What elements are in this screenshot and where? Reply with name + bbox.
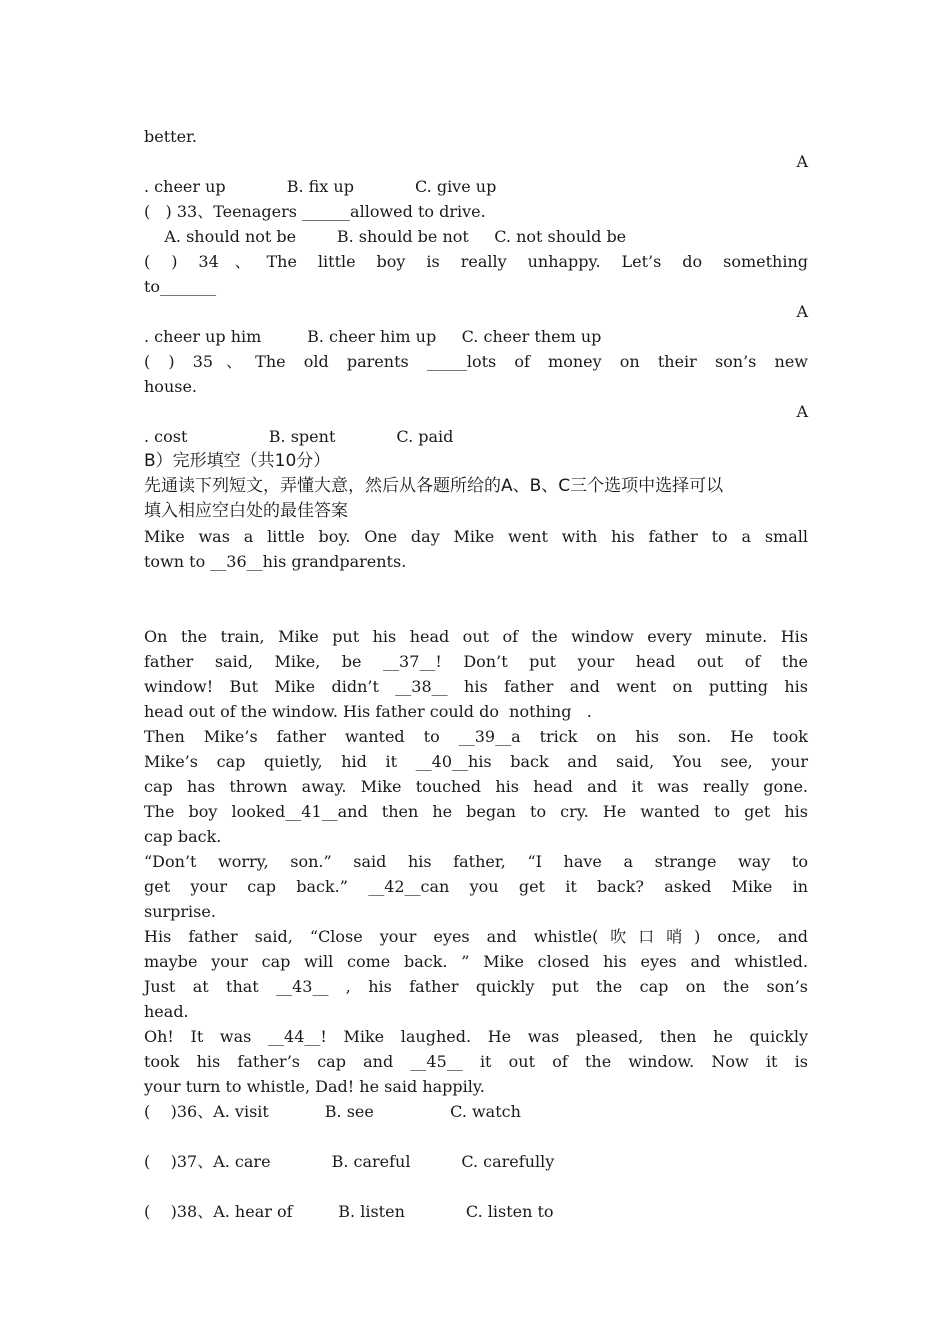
passage-line: His father said, “Close your eyes and whistle(吹口哨) once, and (144, 927, 808, 946)
passage-line: surprise. (144, 902, 216, 921)
passage-line: your turn to whistle, Dad! he said happily. (144, 1077, 485, 1096)
passage-line: cap has thrown away. Mike touched his head and it was really gone. (144, 777, 808, 796)
passage-line: Mike was a little boy. One day Mike went with his father to a small (144, 527, 808, 546)
section-instructions: 填入相应空白处的最佳答案 (144, 501, 348, 521)
section-instructions: 先通读下列短文，弄懂大意，然后从各题所给的A、B、C三个选项中选择可以 (144, 476, 724, 496)
document-page (144, 124, 808, 1224)
question-37: ( )37、A. care B. careful C. carefully (144, 1152, 555, 1171)
passage-line: head. (144, 1002, 189, 1021)
passage-line: On the train, Mike put his head out of the window every minute. His (144, 627, 808, 646)
question-35: ( ) 35、The old parents _____lots of money on their son’s new (144, 352, 808, 371)
text-line: house. (144, 377, 198, 396)
section-heading: B）完形填空（共10分） (144, 451, 331, 471)
passage-line: Then Mike’s father wanted to __39__a trick on his son. He took (144, 727, 808, 746)
blank-space (144, 574, 808, 599)
answer-options: . cheer up B. fix up C. give up (144, 177, 497, 196)
question-34: ( ) 34、The little boy is really unhappy. Let’s do something (144, 252, 808, 271)
answer-options: . cheer up him B. cheer him up C. cheer them up (144, 327, 602, 346)
passage-line: window! But Mike didn’t __38__ his father and went on putting his (144, 677, 808, 696)
passage-line: The boy looked__41__and then he began to cry. He wanted to get his (144, 802, 808, 821)
passage-line: town to __36__his grandparents. (144, 552, 407, 571)
passage-line: maybe your cap will come back. ” Mike closed his eyes and whistled. (144, 952, 808, 971)
text-line: to_______ (144, 277, 217, 296)
blank-space (144, 599, 808, 624)
question-36: ( )36、A. visit B. see C. watch (144, 1102, 521, 1121)
passage-line: get your cap back.” __42__can you get it back? asked Mike in (144, 877, 808, 896)
passage-line: head out of the window. His father could do nothing . (144, 702, 592, 721)
passage-line: Oh! It was __44__! Mike laughed. He was pleased, then he quickly (144, 1027, 808, 1046)
blank-space (144, 1124, 808, 1149)
passage-line: father said, Mike, be __37__! Don’t put your head out of the (144, 652, 808, 671)
answer-options: A. should not be B. should be not C. not should be (144, 227, 627, 246)
blank-space (144, 1174, 808, 1199)
question-38: ( )38、A. hear of B. listen C. listen to (144, 1202, 554, 1221)
answer-options: . cost B. spent C. paid (144, 427, 454, 446)
passage-line: “Don’t worry, son.” said his father, “I have a strange way to (144, 852, 808, 871)
passage-line: took his father’s cap and __45__ it out of the window. Now it is (144, 1052, 808, 1071)
text-line: better. (144, 127, 198, 146)
passage-line: Mike’s cap quietly, hid it __40__his back and said, You see, your (144, 752, 808, 771)
passage-line: cap back. (144, 827, 222, 846)
passage-line: Just at that __43__ , his father quickly put the cap on the son’s (144, 977, 808, 996)
option-letter: A (796, 152, 808, 171)
option-letter: A (796, 402, 808, 421)
option-letter: A (796, 302, 808, 321)
question-33: ( ) 33、Teenagers ______allowed to drive. (144, 202, 486, 221)
